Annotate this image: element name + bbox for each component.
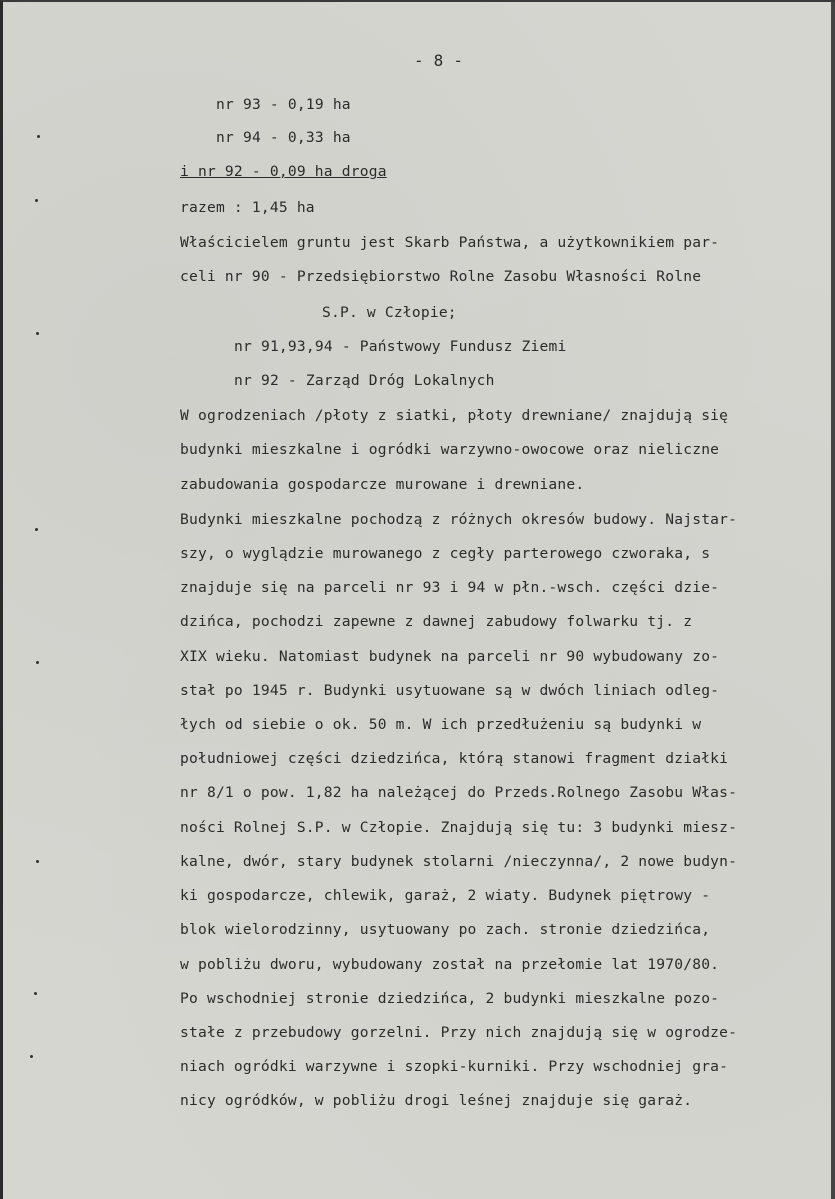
scan-speck (30, 1055, 33, 1058)
text-line: ności Rolnej S.P. w Człopie. Znajdują się tu: 3 budynki miesz- (180, 819, 738, 836)
text-line: nicy ogródków, w pobliżu drogi leśnej znajduje się garaż. (180, 1092, 693, 1109)
text-line: kalne, dwór, stary budynek stolarni /nieczynna/, 2 nowe budyn- (180, 853, 738, 870)
text-line: południowej części dziedzińca, którą stanowi fragment działki (180, 750, 729, 767)
text-line: S.P. w Człopie; (322, 304, 457, 321)
text-line: w pobliżu dworu, wybudowany został na przełomie lat 1970/80. (180, 956, 720, 973)
text-line: zabudowania gospodarcze murowane i drewniane. (180, 476, 585, 493)
scan-speck (37, 135, 40, 138)
text-line: XIX wieku. Natomiast budynek na parceli nr 90 wybudowany zo- (180, 648, 720, 665)
scan-speck (36, 661, 39, 664)
scan-speck (35, 528, 38, 531)
text-line: stałe z przebudowy gorzelni. Przy nich znajdują się w ogrodze- (180, 1024, 738, 1041)
text-line: łych od siebie o ok. 50 m. W ich przedłużeniu są budynki w (180, 716, 702, 733)
text-line: znajduje się na parceli nr 93 i 94 w płn.-wsch. części dzie- (180, 579, 720, 596)
text-line: niach ogródki warzywne i szopki-kurniki. Przy wschodniej gra- (180, 1058, 729, 1075)
scan-speck (36, 860, 39, 863)
text-line: ki gospodarcze, chlewik, garaż, 2 wiaty. Budynek piętrowy - (180, 887, 711, 904)
text-line: blok wielorodzinny, usytuowany po zach. stronie dziedzińca, (180, 921, 711, 938)
text-line: W ogrodzeniach /płoty z siatki, płoty drewniane/ znajdują się (180, 407, 729, 424)
text-line: i nr 92 - 0,09 ha droga (180, 163, 387, 180)
text-line: Po wschodniej stronie dziedzińca, 2 budynki mieszkalne pozo- (180, 990, 720, 1007)
text-line: Budynki mieszkalne pochodzą z różnych okresów budowy. Najstar- (180, 511, 738, 528)
text-line: budynki mieszkalne i ogródki warzywno-owocowe oraz nieliczne (180, 441, 720, 458)
text-line: nr 93 - 0,19 ha (216, 96, 351, 113)
text-line: nr 91,93,94 - Państwowy Fundusz Ziemi (234, 338, 567, 355)
text-line: Właścicielem gruntu jest Skarb Państwa, a użytkownikiem par- (180, 234, 720, 251)
scan-speck (35, 199, 38, 202)
text-line: szy, o wyglądzie murowanego z cegły parterowego czworaka, s (180, 545, 711, 562)
text-line: stał po 1945 r. Budynki usytuowane są w dwóch liniach odleg- (180, 682, 720, 699)
text-line: nr 92 - Zarząd Dróg Lokalnych (234, 372, 495, 389)
text-line: dzińca, pochodzi zapewne z dawnej zabudowy folwarku tj. z (180, 613, 693, 630)
text-line: nr 8/1 o pow. 1,82 ha należącej do Przeds.Rolnego Zasobu Włas- (180, 784, 738, 801)
scan-speck (36, 332, 39, 335)
text-line: nr 94 - 0,33 ha (216, 129, 351, 146)
text-line: razem : 1,45 ha (180, 199, 315, 216)
scan-speck (34, 992, 37, 995)
page-number: - 8 - (414, 51, 464, 70)
text-line: celi nr 90 - Przedsiębiorstwo Rolne Zasobu Własności Rolne (180, 268, 702, 285)
